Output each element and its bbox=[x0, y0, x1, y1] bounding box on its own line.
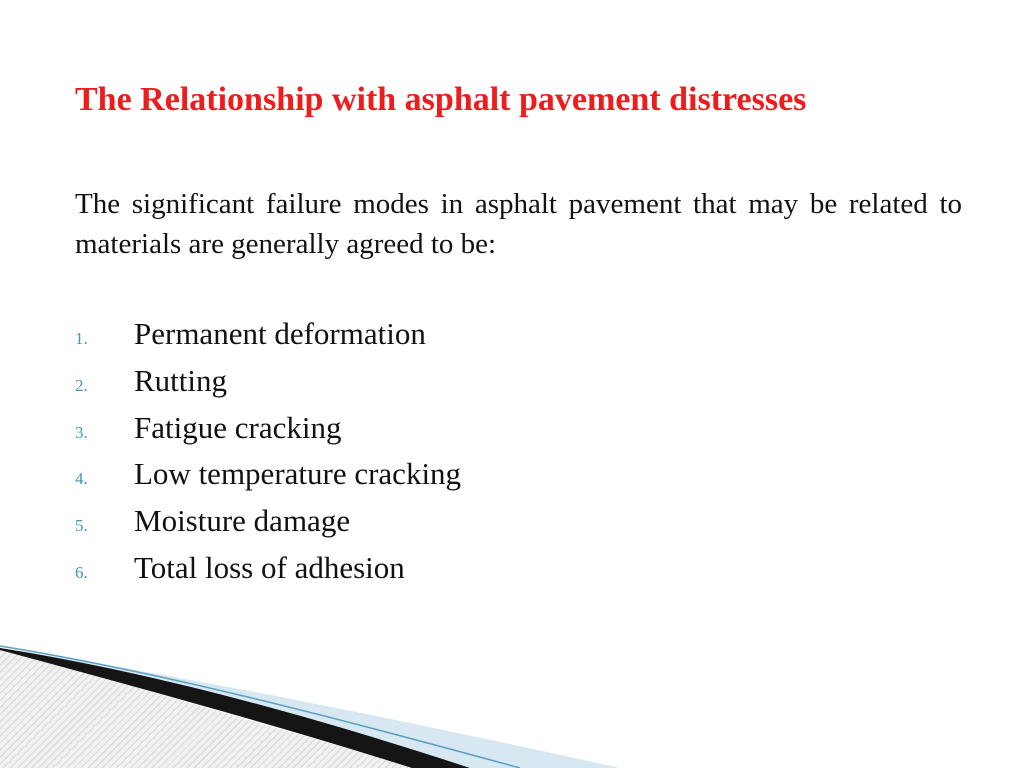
list-item-label: Total loss of adhesion bbox=[134, 549, 405, 585]
list-item-number: 1. bbox=[75, 329, 88, 348]
list-item-label: Fatigue cracking bbox=[134, 409, 342, 445]
list-item-number: 3. bbox=[75, 422, 88, 442]
list-item bbox=[75, 363, 461, 410]
list-item bbox=[75, 410, 461, 457]
list-item-label: Rutting bbox=[134, 362, 228, 398]
list-item bbox=[75, 316, 461, 363]
slide-title: The Relationship with asphalt pavement distresses bbox=[75, 81, 807, 118]
list-item-number: 6. bbox=[75, 562, 88, 582]
list-item-label: Permanent deformation bbox=[134, 316, 426, 351]
list-item-number: 4. bbox=[75, 469, 88, 489]
list-item-number: 2. bbox=[75, 375, 88, 395]
list-item bbox=[75, 550, 461, 597]
intro-paragraph: The significant failure modes in asphalt pavement that may be related to materials are generally agreed to be: bbox=[75, 188, 962, 260]
list-item-number: 5. bbox=[75, 516, 88, 536]
list-item bbox=[75, 456, 461, 503]
list-item bbox=[75, 503, 461, 550]
list-item-label: Low temperature cracking bbox=[134, 456, 462, 492]
list-item-label: Moisture damage bbox=[134, 503, 351, 539]
distress-list bbox=[75, 316, 461, 597]
